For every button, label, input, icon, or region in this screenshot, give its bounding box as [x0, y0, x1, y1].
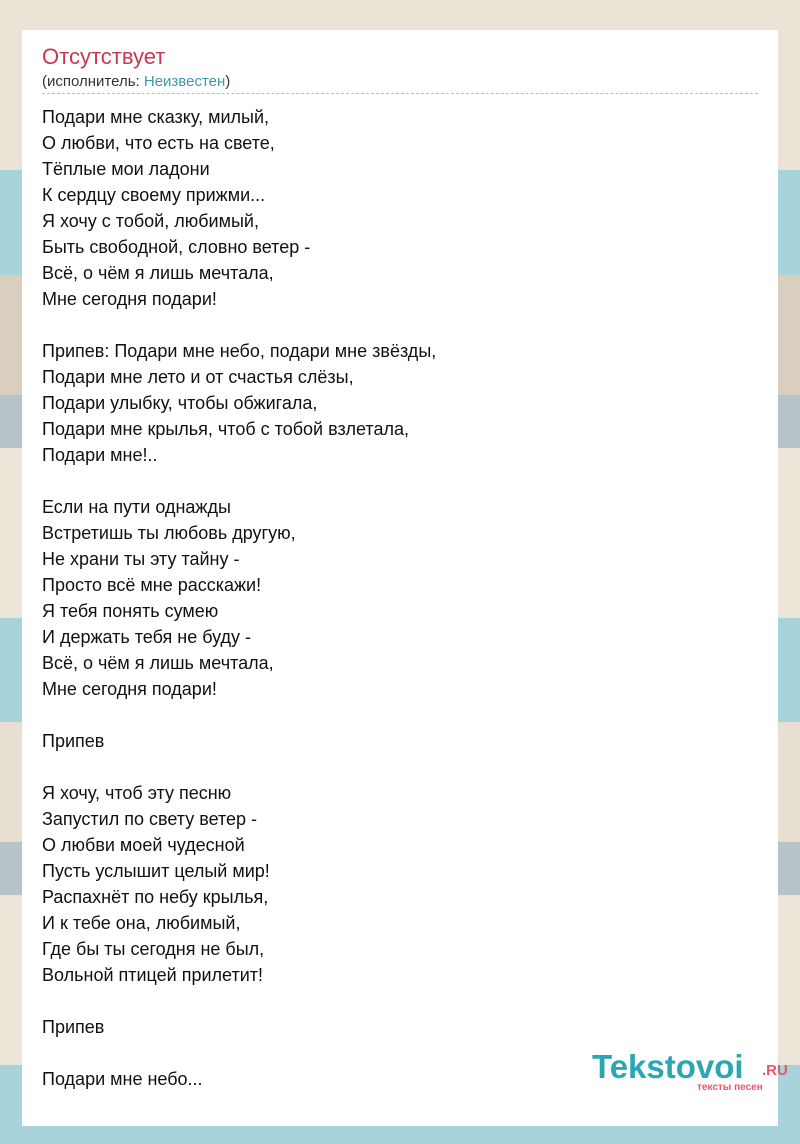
artist-prefix: (исполнитель: — [42, 73, 144, 90]
lyrics-blank-line — [42, 468, 436, 494]
artist-link[interactable]: Неизвестен — [143, 73, 226, 90]
lyrics-line: Припев: Подари мне небо, подари мне звёзды, — [42, 341, 437, 361]
lyrics-line: Подари мне небо... — [42, 1069, 203, 1089]
lyrics-line: К сердцу своему прижми... — [42, 185, 266, 205]
lyrics-blank-line — [42, 988, 436, 1014]
lyrics-line: Подари мне лето и от счастья слёзы, — [42, 367, 354, 387]
lyrics-blank-line — [42, 702, 436, 728]
lyrics-line: Подари мне крылья, чтоб с тобой взлетала, — [42, 419, 409, 439]
lyrics-line: Быть свободной, словно ветер - — [42, 237, 311, 257]
lyrics-line: Вольной птицей прилетит! — [42, 965, 264, 985]
lyrics-line: Просто всё мне расскажи! — [42, 575, 262, 595]
lyrics-line: Встретишь ты любовь другую, — [42, 523, 296, 543]
lyrics-sheet — [22, 30, 778, 1126]
logo-tagline: тексты песен — [697, 1082, 763, 1093]
lyrics-line: Не храни ты эту тайну - — [42, 549, 240, 569]
lyrics-line: И держать тебя не буду - — [42, 627, 252, 647]
divider — [42, 93, 758, 94]
lyrics-line: Всё, о чём я лишь мечтала, — [42, 263, 274, 283]
lyrics-line: Припев — [42, 1017, 105, 1037]
artist-line — [42, 73, 230, 90]
lyrics-line: Всё, о чём я лишь мечтала, — [42, 653, 274, 673]
lyrics-line: Мне сегодня подари! — [42, 679, 217, 699]
lyrics-blank-line — [42, 754, 436, 780]
lyrics-line: Пусть услышит целый мир! — [42, 861, 270, 881]
lyrics-line: Запустил по свету ветер - — [42, 809, 258, 829]
lyrics-line: Я тебя понять сумею — [42, 601, 219, 621]
site-logo[interactable] — [592, 1048, 792, 1092]
lyrics-line: Если на пути однажды — [42, 497, 231, 517]
lyrics-line: Распахнёт по небу крылья, — [42, 887, 269, 907]
lyrics-line: Подари улыбку, чтобы обжигала, — [42, 393, 318, 413]
lyrics-line: О любви, что есть на свете, — [42, 133, 275, 153]
lyrics-line: Я хочу, чтоб эту песню — [42, 783, 232, 803]
logo-tld: .RU — [762, 1062, 788, 1079]
logo-name: Tekstovoi — [592, 1048, 744, 1085]
lyrics-line: Подари мне сказку, милый, — [42, 107, 269, 127]
lyrics-line: Припев — [42, 731, 105, 751]
lyrics-blank-line — [42, 1040, 436, 1066]
lyrics-line: Мне сегодня подари! — [42, 289, 217, 309]
lyrics-line: Я хочу с тобой, любимый, — [42, 211, 259, 231]
song-title: Отсутствует — [42, 44, 166, 69]
lyrics-line: И к тебе она, любимый, — [42, 913, 241, 933]
lyrics-blank-line — [42, 312, 436, 338]
lyrics-line: Где бы ты сегодня не был, — [42, 939, 265, 959]
lyrics-line: О любви моей чудесной — [42, 835, 245, 855]
artist-suffix: ) — [225, 73, 231, 90]
lyrics-line: Тёплые мои ладони — [42, 159, 210, 179]
lyrics-line: Подари мне!.. — [42, 445, 158, 465]
lyrics-body — [42, 104, 436, 1092]
